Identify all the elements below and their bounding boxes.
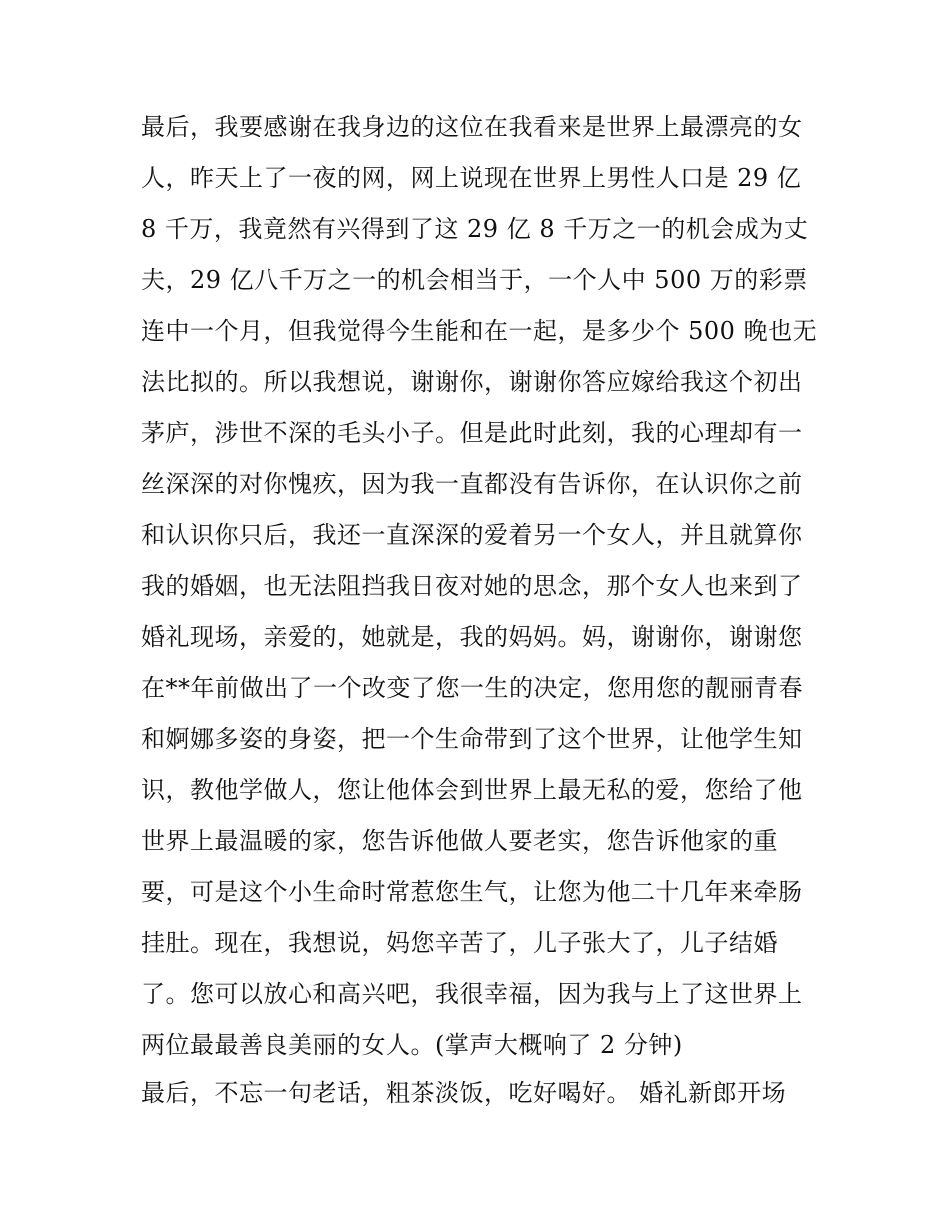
text-line: 挂肚。现在，我想说，妈您辛苦了，儿子张大了，儿子结婚 xyxy=(141,929,778,957)
text-line: 丝深深的对你愧疚，因为我一直都没有告诉你，在认识你之前 xyxy=(141,470,803,498)
text-line: 两位最最善良美丽的女人。(掌声大概响了 2 分钟) xyxy=(141,1031,683,1059)
text-line: 和婀娜多姿的身姿，把一个生命带到了这个世界，让他学生知 xyxy=(141,725,803,753)
text-line: 茅庐，涉世不深的毛头小子。但是此时此刻，我的心理却有一 xyxy=(141,419,803,447)
text-line: 在**年前做出了一个改变了您一生的决定，您用您的靓丽青春 xyxy=(141,674,803,702)
text-line: 最后，我要感谢在我身边的这位在我看来是世界上最漂亮的女 xyxy=(141,113,803,141)
text-line: 法比拟的。所以我想说，谢谢你，谢谢你答应嫁给我这个初出 xyxy=(141,368,803,396)
text-line: 世界上最温暖的家，您告诉他做人要老实，您告诉他家的重 xyxy=(141,827,778,855)
text-line: 婚礼现场，亲爱的，她就是，我的妈妈。妈，谢谢你，谢谢您 xyxy=(141,623,803,651)
text-line: 连中一个月，但我觉得今生能和在一起，是多少个 500 晚也无 xyxy=(141,317,818,345)
text-line: 人，昨天上了一夜的网，网上说现在世界上男性人口是 29 亿 xyxy=(141,164,802,192)
text-line: 夫，29 亿八千万之一的机会相当于，一个人中 500 万的彩票 xyxy=(141,266,808,294)
text-line: 要，可是这个小生命时常惹您生气，让您为他二十几年来牵肠 xyxy=(141,878,803,906)
text-line: 我的婚姻，也无法阻挡我日夜对她的思念，那个女人也来到了 xyxy=(141,572,803,600)
text-line: 和认识你只后，我还一直深深的爱着另一个女人，并且就算你 xyxy=(141,521,803,549)
text-line: 8 千万，我竟然有兴得到了这 29 亿 8 千万之一的机会成为丈 xyxy=(141,215,809,243)
text-line: 了。您可以放心和高兴吧，我很幸福，因为我与上了这世界上 xyxy=(141,980,803,1008)
text-line-closing: 最后，不忘一句老话，粗茶淡饭，吃好喝好。 婚礼新郎开场 xyxy=(141,1079,787,1107)
text-line: 识，教他学做人，您让他体会到世界上最无私的爱，您给了他 xyxy=(141,776,803,804)
